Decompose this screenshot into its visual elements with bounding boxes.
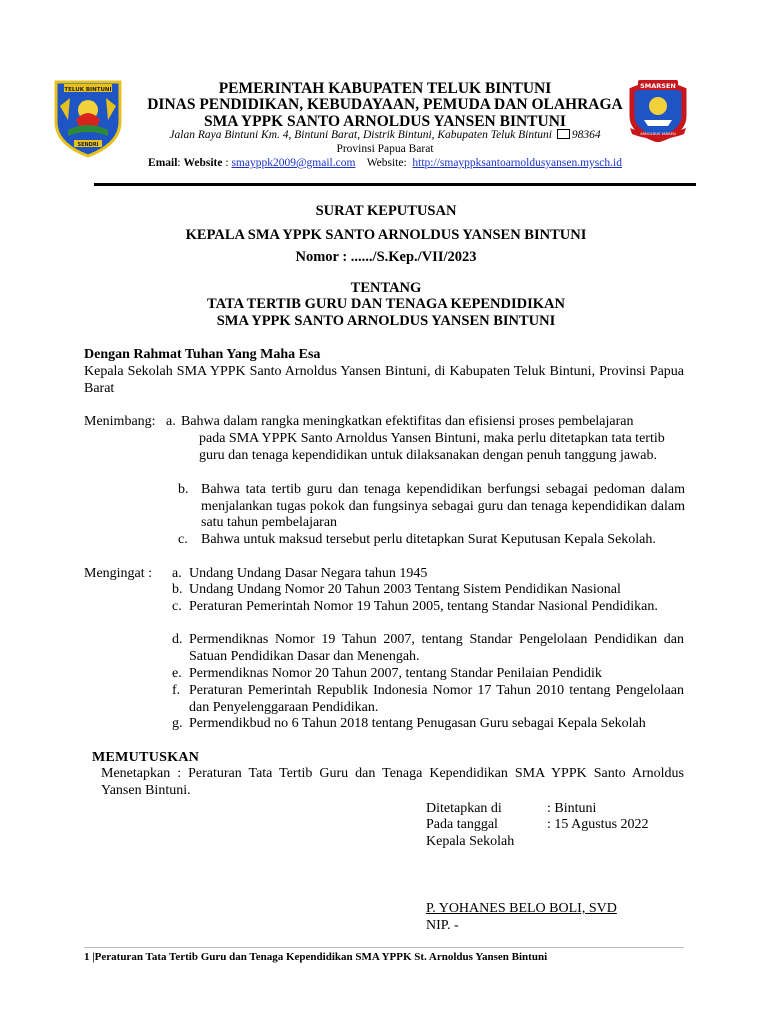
svg-text:TELUK BINTUNI: TELUK BINTUNI [64,87,112,93]
header-province: Provinsi Papua Barat [336,143,434,155]
menimbang-b-text: Bahwa tata tertib guru dan tenaga kependidikan berfungsi sebagai pedoman dalam menjalankan tugas pokok dan fungsinya sebagai guru dan tenaga kependidikan dalam satu tahun pembelajaran [201,482,685,530]
place-label: Ditetapkan di [426,801,502,816]
mengingat-e-text: Permendiknas Nomor 20 Tahun 2007, tentang Standar Penilaian Pendidik [189,666,602,681]
mengingat-letter-e: e. [172,666,182,681]
website-link[interactable]: http://smayppksantoarnoldusyansen.mysch.id [412,157,622,169]
mengingat-letter-d: d. [172,632,183,647]
mengingat-letter-g: g. [172,716,183,731]
menimbang-c-text: Bahwa untuk maksud tersebut perlu ditetapkan Surat Keputusan Kepala Sekolah. [201,532,656,547]
mengingat-a-text: Undang Undang Dasar Negara tahun 1945 [189,566,428,581]
greeting: Dengan Rahmat Tuhan Yang Maha Esa [84,347,321,362]
page-footer: 1 |Peraturan Tata Tertib Guru dan Tenaga Kependidikan SMA YPPK St. Arnoldus Yansen Bintuni [84,951,548,963]
header-contacts: Email: Website : smayppk2009@gmail.com Website: http://smayppksantoarnoldusyansen.mysch.id [148,157,622,169]
svg-text:SMARSEN: SMARSEN [640,82,676,90]
doc-number: Nomor : ....../S.Kep./VII/2023 [295,249,477,265]
doc-subject: TATA TERTIB GURU DAN TENAGA KEPENDIDIKAN [207,296,565,312]
mengingat-label: Mengingat : [84,566,153,581]
header-address: Jalan Raya Bintuni Km. 4, Bintuni Barat, Distrik Bintuni, Kabupaten Teluk Bintuni 98364 [169,129,601,141]
svg-text:SENDRI: SENDRI [77,142,99,148]
date-value: : 15 Agustus 2022 [547,817,649,832]
email-link[interactable]: smayppk2009@gmail.com [231,157,356,169]
menimbang-letter-c: c. [178,532,188,547]
menimbang-a-rest: pada SMA YPPK Santo Arnoldus Yansen Bintuni, maka perlu ditetapkan tata tertib guru dan tenaga kependidikan untuk dilaksanakan dengan penuh tanggung jawab. [199,431,665,463]
menetapkan-text: Menetapkan : Peraturan Tata Tertib Guru dan Tenaga Kependidikan SMA YPPK Santo Arnoldus Yansen Bintuni. [101,766,684,798]
memutuskan-heading: MEMUTUSKAN [92,750,200,765]
mengingat-f-text: Peraturan Pemerintah Republik Indonesia Nomor 17 Tahun 2010 tentang Pengelolaan dan Penyelenggaraan Pendidikan. [189,683,684,715]
header-school: SMA YPPK SANTO ARNOLDUS YANSEN BINTUNI [204,113,566,130]
doc-subject-school: SMA YPPK SANTO ARNOLDUS YANSEN BINTUNI [216,313,556,329]
signer-position: Kepala Sekolah [426,834,515,849]
mengingat-letter-c: c. [172,599,182,614]
opening-text: Kepala Sekolah SMA YPPK Santo Arnoldus Yansen Bintuni, di Kabupaten Teluk Bintuni, Provinsi Papua Barat [84,364,684,396]
mengingat-letter-f: f. [172,683,181,698]
svg-text:ARNOLDUS YANSEN: ARNOLDUS YANSEN [640,132,676,136]
mengingat-c-text: Peraturan Pemerintah Nomor 19 Tahun 2005, tentang Standar Nasional Pendidikan. [189,599,658,614]
mengingat-letter-a: a. [172,566,182,581]
mengingat-b-text: Undang Undang Nomor 20 Tahun 2003 Tentang Sistem Pendidikan Nasional [189,582,621,597]
signer-name: P. YOHANES BELO BOLI, SVD [426,901,617,916]
mengingat-letter-b: b. [172,582,183,597]
signer-nip: NIP. - [426,918,459,933]
menimbang-label: Menimbang: [84,414,156,429]
envelope-icon [557,129,570,139]
header-department: DINAS PENDIDIKAN, KEBUDAYAAN, PEMUDA DAN OLAHRAGA [147,96,623,113]
mengingat-d-text: Permendiknas Nomor 19 Tahun 2007, tentang Standar Pengelolaan Pendidikan dan Satuan Pendidikan Dasar dan Menengah. [189,632,684,664]
header-divider [94,183,696,186]
footer-divider [84,947,684,948]
doc-issuer: KEPALA SMA YPPK SANTO ARNOLDUS YANSEN BINTUNI [185,227,587,243]
place-value: : Bintuni [547,801,597,816]
header-government: PEMERINTAH KABUPATEN TELUK BINTUNI [218,80,552,97]
date-label: Pada tanggal [426,817,498,832]
menimbang-letter-a: a. [166,414,176,429]
mengingat-g-text: Permendikbud no 6 Tahun 2018 tentang Penugasan Guru sebagai Kepala Sekolah [189,716,646,731]
doc-about-label: TENTANG [350,280,422,296]
menimbang-a-line1: Bahwa dalam rangka meningkatkan efektifitas dan efisiensi proses pembelajaran [181,414,634,429]
doc-title: SURAT KEPUTUSAN [315,203,457,219]
menimbang-letter-b: b. [178,482,189,497]
